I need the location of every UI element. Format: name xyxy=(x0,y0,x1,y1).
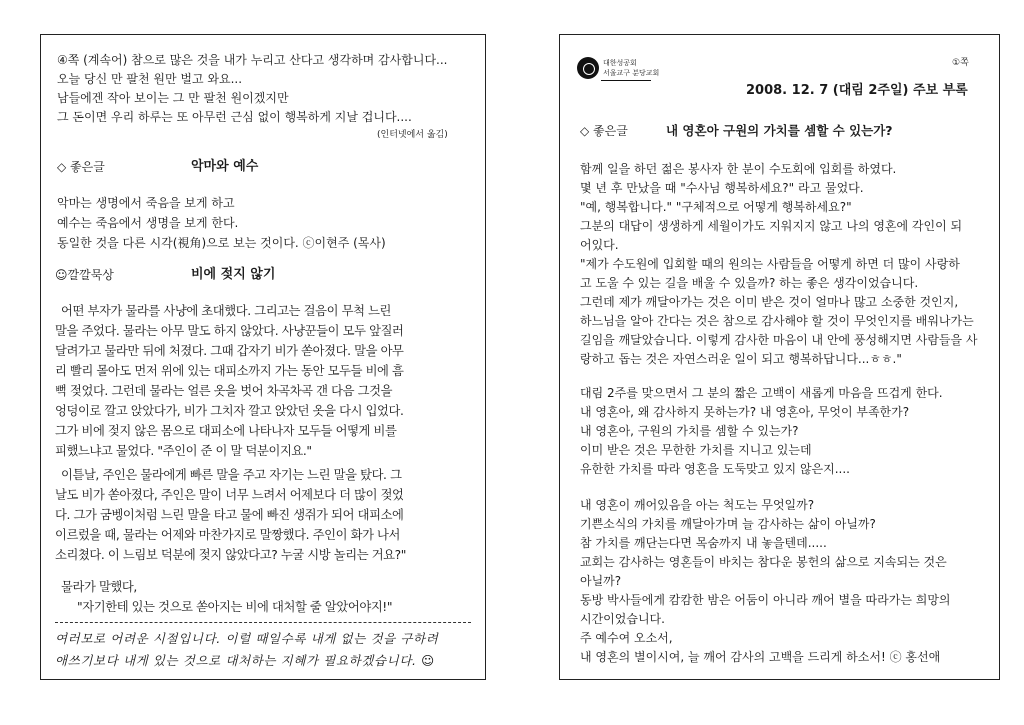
meditation-label: ☺깔깔묵상 xyxy=(55,268,114,282)
article-line: 이미 받은 것은 무한한 가치를 지니고 있는데 xyxy=(580,443,812,457)
story-line: 소리쳤다. 이 느림보 덕분에 젖지 않았다고? 누굴 시방 놀리는 거요?" xyxy=(55,548,407,562)
article-line: 교회는 감사하는 영혼들이 바치는 참다운 봉헌의 삶으로 지속되는 것은 xyxy=(580,555,947,569)
church-emblem-icon xyxy=(577,57,599,79)
intro-line: ④쪽 (계속어) 참으로 많은 것을 내가 누리고 산다고 생각하며 감사합니다... xyxy=(57,53,448,67)
closing-line: 애쓰기보다 내게 있는 것으로 대처하는 지혜가 필요하겠습니다. ☺ xyxy=(55,653,435,668)
page-number: ①쪽 xyxy=(952,58,969,68)
good-writing-line: 동일한 것을 다른 시각(視角)으로 보는 것이다. ⓒ이현주 (목사) xyxy=(57,236,386,250)
article-line: 유한한 가치를 따라 영혼을 도둑맞고 있지 않은지.... xyxy=(580,462,850,476)
article-line: 하느님을 알아 간다는 것은 참으로 감사해야 할 것이 무엇인지를 배워나가는 xyxy=(580,314,974,328)
left-page xyxy=(40,34,486,680)
closing-line: 여러모로 어려운 시절입니다. 이럴 때일수록 내게 없는 것을 구하려 xyxy=(55,631,439,646)
article-line: 아닐까? xyxy=(580,574,622,588)
logo-underline xyxy=(601,80,651,81)
story-line: 뻑 젖었다. 그런데 물라는 얼른 옷을 벗어 차곡차곡 갠 다음 그것을 xyxy=(55,384,393,398)
story-line: "자기한테 있는 것으로 쏟아지는 비에 대처할 줄 알았어야지!" xyxy=(77,600,393,614)
good-writing-line: 악마는 생명에서 죽음을 보게 하고 xyxy=(57,196,235,210)
article-line: 내 영혼아, 구원의 가치를 셈할 수 있는가? xyxy=(580,424,799,438)
story-line: 엉덩이로 깔고 앉았다가, 비가 그치자 깔고 앉았던 옷을 다시 입었다. xyxy=(55,404,404,418)
good-writing-label: ◇ 좋은글 xyxy=(57,160,105,174)
story-line: 물라가 말했다, xyxy=(61,580,137,594)
article-line: 참 가치를 깨단는다면 목숨까지 내 놓을텐데..... xyxy=(580,536,827,550)
story-line: 이르렀을 때, 물라는 어제와 마찬가지로 말짱했다. 주인이 화가 나서 xyxy=(55,528,401,542)
good-writing-line: 예수는 죽음에서 생명을 보게 한다. xyxy=(57,216,239,230)
divider xyxy=(55,622,471,623)
intro-line: 오늘 당신 만 팔천 원만 벌고 와요... xyxy=(57,72,243,86)
church-logo xyxy=(577,55,660,81)
story-line: 달려가고 물라만 뒤에 처졌다. 그때 갑자기 비가 쏟아졌다. 말을 아무 xyxy=(55,344,404,358)
church-logo-line: 서울교구 분당교회 xyxy=(603,69,660,77)
article-line: 어있다. xyxy=(580,238,619,252)
article-line: "제가 수도원에 입회할 때의 원의는 사람들을 어떻게 하면 더 많이 사랑하 xyxy=(580,257,960,271)
article-line: 시간이었습니다. xyxy=(580,612,665,626)
story-line: 다. 그가 굼벵이처럼 느린 말을 타고 물에 빠진 생쥐가 되어 대피소에 xyxy=(55,508,404,522)
good-writing-title: 악마와 예수 xyxy=(191,159,259,174)
story-line: 리 빨리 몰아도 먼저 위에 있는 대피소까지 가는 동안 모두들 비에 흠 xyxy=(55,364,404,378)
article-line: 랑하고 돕는 것은 자연스러운 일이 되고 행복하답니다...ㅎㅎ." xyxy=(580,352,902,366)
right-page xyxy=(559,34,1000,680)
intro-line: 남들에겐 작아 보이는 그 만 팔천 원이겠지만 xyxy=(57,91,289,105)
article-line: 기쁜소식의 가치를 깨달아가며 늘 감사하는 삶이 아닐까? xyxy=(580,517,876,531)
article-line: 대림 2주를 맞으면서 그 분의 짧은 고백이 새롭게 마음을 뜨겁게 한다. xyxy=(580,386,943,400)
article-line: 내 영혼아, 왜 감사하지 못하는가? 내 영혼아, 무엇이 부족한가? xyxy=(580,405,910,419)
article-line: 동방 박사들에게 캄캄한 밤은 어둠이 아니라 깨어 별을 따라가는 희망의 xyxy=(580,593,951,607)
article-line: 함께 일을 하던 젊은 봉사자 한 분이 수도회에 입회를 하였다. xyxy=(580,162,897,176)
story-line: 날도 비가 쏟아졌다, 주인은 말이 너무 느려서 어제보다 더 많이 젖었 xyxy=(55,488,404,502)
article-line: 주 예수여 오소서, xyxy=(580,631,673,645)
story-line: 어떤 부자가 물라를 사냥에 초대했다. 그리고는 걸음이 무척 느린 xyxy=(61,304,392,318)
intro-line: 그 돈이면 우리 하루는 또 아무런 근심 없이 행복하게 지날 겁니다.... xyxy=(57,110,412,124)
article-line: 내 영혼의 별이시여, 늘 깨어 감사의 고백을 드리게 하소서! ⓒ 홍선애 xyxy=(580,650,941,664)
article-line: 그런데 제가 깨달아가는 것은 이미 받은 것이 얼마나 많고 소중한 것인지, xyxy=(580,295,959,309)
church-logo-line: 대한성공회 xyxy=(603,59,637,67)
story-line: 이튿날, 주인은 물라에게 빠른 말을 주고 자기는 느린 말을 탔다. 그 xyxy=(61,468,402,482)
article-line: 길임을 깨달았습니다. 이렇게 감사한 마음이 내 안에 풍성해지면 사람들을 사 xyxy=(580,333,978,347)
article-title: 내 영혼아 구원의 가치를 셈할 수 있는가? xyxy=(666,123,893,138)
story-line: 말을 주었다. 물라는 아무 말도 하지 않았다. 사냥꾼들이 모두 앞질러 xyxy=(55,324,404,338)
meditation-title: 비에 젖지 않기 xyxy=(191,267,276,282)
intro-source: (인터넷에서 옮김) xyxy=(377,130,448,140)
article-line: 내 영혼이 깨어있음을 아는 척도는 무엇일까? xyxy=(580,498,815,512)
article-line: 몇 년 후 만났을 때 "수사님 행복하세요?" 라고 물었다. xyxy=(580,181,864,195)
good-writing-label: ◇ 좋은글 xyxy=(580,124,628,138)
story-line: 피했느냐고 물었다. "주인이 준 이 말 덕분이지요." xyxy=(55,444,312,458)
article-line: 고 도울 수 있는 길을 배울 수 있을까? 하는 좋은 생각이었습니다. xyxy=(580,276,919,290)
article-line: 그분의 대답이 생생하게 세월이가도 지워지지 않고 나의 영혼에 각인이 되 xyxy=(580,219,963,233)
story-line: 그가 비에 젖지 않은 몸으로 대피소에 나타나자 모두들 어떻게 비를 xyxy=(55,424,397,438)
date-line: 2008. 12. 7 (대림 2주일) 주보 부록 xyxy=(746,83,968,98)
article-line: "예, 행복합니다." "구체적으로 어떻게 행복하세요?" xyxy=(580,200,852,214)
